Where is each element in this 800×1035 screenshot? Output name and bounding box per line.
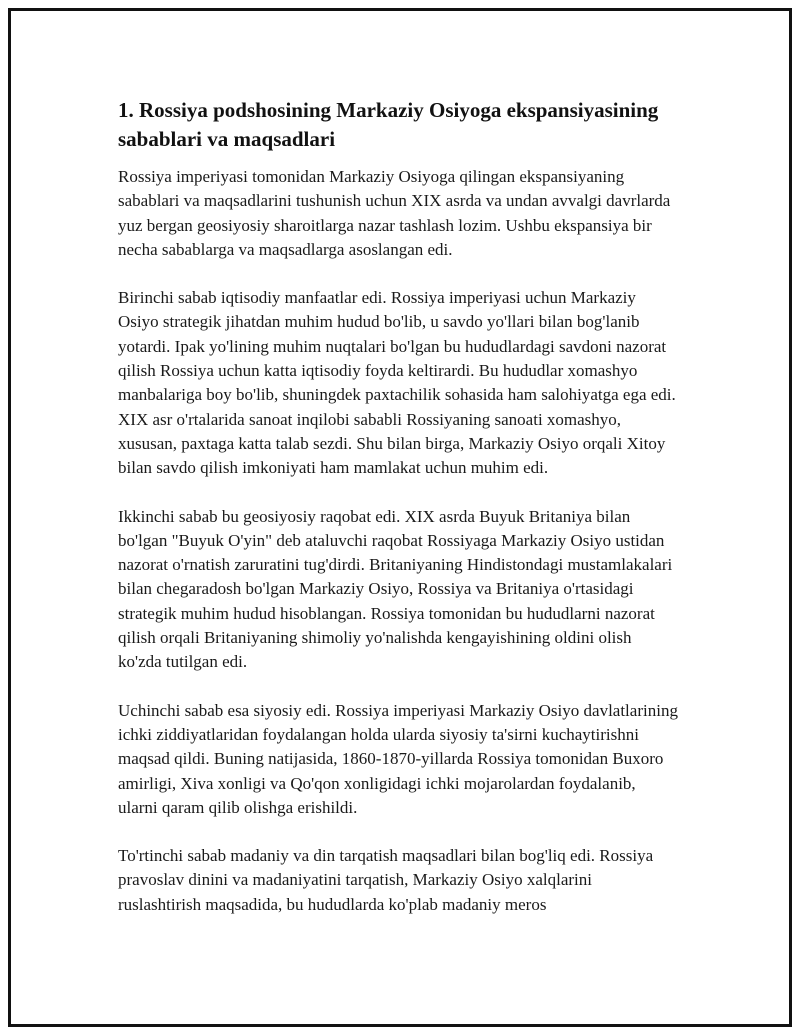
page-frame — [8, 8, 792, 1027]
paragraph-political-reason: Uchinchi sabab esa siyosiy edi. Rossiya imperiyasi Markaziy Osiyo davlatlarining ichki ziddiyatlaridan foydalangan holda ularda siyosiy ta'sirni kuchaytirishni maqsad qildi. Buning natijasida, 1860-1870-yillarda Rossiya tomonidan Buxoro amirligi, Xiva xonligi va Qo'qon xonligidagi ichki mojarolardan foydalanib, ularni qaram qilib olishga erishildi. — [118, 700, 678, 817]
paragraph-intro: Rossiya imperiyasi tomonidan Markaziy Osiyoga qilingan ekspansiyaning sabablari va maqsadlarini tushunish uchun XIX asrda va undan avvalgi davrlarda yuz bergan geosiyosiy sharoitlarga nazar tashlash lozim. Ushbu ekspansiya bir necha sabablarga va maqsadlarga asoslangan edi. — [118, 167, 671, 259]
section-heading: 1. Rossiya podshosining Markaziy Osiyoga ekspansiyasining sabablari va maqsadlari — [118, 98, 659, 151]
paragraph-cultural-reason: To'rtinchi sabab madaniy va din tarqatish maqsadlari bilan bog'liq edi. Rossiya pravoslav dinini va madaniyatini tarqatish, Markaziy Osiyo xalqlarini ruslashtirish maqsadida, bu hududlarda ko'plab madaniy meros — [118, 846, 654, 914]
paragraph-economic-reason: Birinchi sabab iqtisodiy manfaatlar edi. Rossiya imperiyasi uchun Markaziy Osiyo strategik jihatdan muhim hudud bo'lib, u savdo yo'llari bilan bog'lanib yotardi. Ipak yo'lining muhim nuqtalari bo'lgan bu hududlardagi savdoni nazorat qilish Rossiya uchun katta iqtisodiy foyda keltirardi. Bu hududlar xomashyo manbalariga boy bo'lib, shuningdek paxtachilik sohasida ham salohiyatga ega edi. XIX asr o'rtalarida sanoat inqilobi sababli Rossiyaning sanoati xomashyo, xususan, paxtaga katta talab sezdi. Shu bilan birga, Markaziy Osiyo orqali Xitoy bilan savdo qilish imkoniyati ham mamlakat uchun muhim edi. — [118, 288, 676, 478]
paragraph-geopolitical-reason: Ikkinchi sabab bu geosiyosiy raqobat edi. XIX asrda Buyuk Britaniya bilan bo'lgan "Buyuk O'yin" deb ataluvchi raqobat Rossiyaga Markaziy Osiyo ustidan nazorat o'rnatish zaruratini tug'dirdi. Britaniyaning Hindistondagi mustamlakalari bilan chegaradosh bo'lgan Markaziy Osiyo, Rossiya va Britaniya o'rtasidagi strategik muhim hudud hisoblangan. Rossiya tomonidan bu hududlarni nazorat qilish orqali Britaniyaning shimoliy yo'nalishda kengayishining oldini olish ko'zda tutilgan edi. — [118, 506, 673, 672]
document-body — [118, 96, 678, 941]
